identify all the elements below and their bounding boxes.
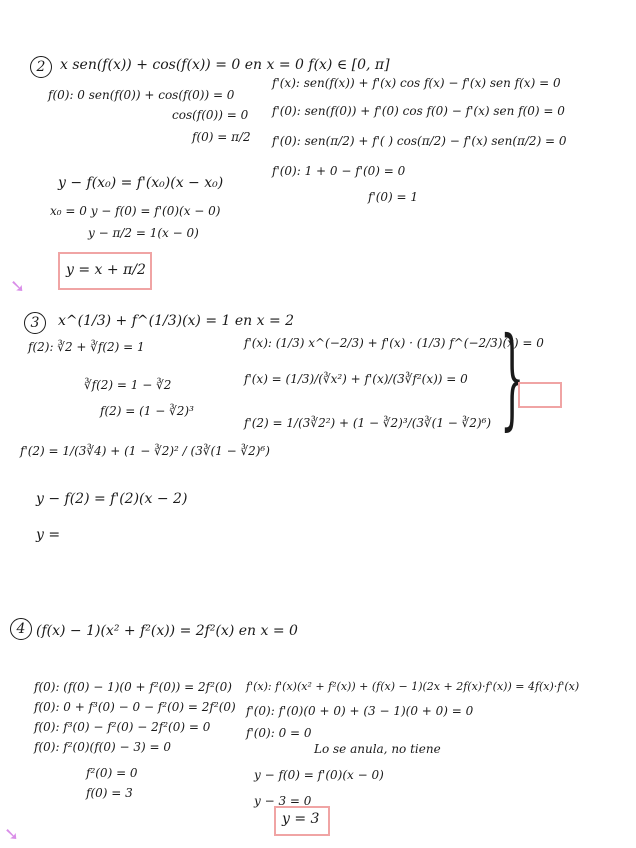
problem-2-right-line-3: f'(0): sen(π/2) + f'( ) cos(π/2) − f'(x) sen(π/2) = 0: [272, 134, 567, 148]
problem-4-left-line-2: f(0): 0 + f³(0) − 0 − f²(0) = 2f²(0): [34, 700, 236, 714]
problem-3-right-line-1: f'(x): (1/3) x^(−2/3) + f'(x) · (1/3) f^(−2/3)(x) = 0: [244, 336, 544, 350]
problem-2-tangent-line-2: x₀ = 0 y − f(0) = f'(0)(x − 0): [50, 204, 221, 218]
problem-2-number: 2: [30, 56, 52, 78]
problem-2-left-line-1: f(0): 0 sen(f(0)) + cos(f(0)) = 0: [48, 88, 235, 102]
problem-4-left-line-6: f(0) = 3: [86, 786, 133, 800]
problem-3-statement: x^(1/3) + f^(1/3)(x) = 1 en x = 2: [58, 313, 295, 329]
problem-4-answer: y = 3: [282, 811, 320, 827]
problem-4-left-line-4: f(0): f²(0)(f(0) − 3) = 0: [34, 740, 171, 754]
problem-2-tangent-line-1: y − f(x₀) = f'(x₀)(x − x₀): [58, 175, 224, 191]
problem-3-left-line-4: f'(2) = 1/(3∛4) + (1 − ∛2)² / (3∛(1 − ∛2)⁶): [20, 444, 270, 458]
problem-2-left-line-2: cos(f(0)) = 0: [172, 108, 249, 122]
problem-2-right-line-1: f'(x): sen(f(x)) + f'(x) cos f(x) − f'(x) sen f(x) = 0: [272, 76, 561, 90]
problem-3-left-line-3: f(2) = (1 − ∛2)³: [100, 404, 194, 418]
problem-2-left-line-3: f(0) = π/2: [192, 130, 251, 144]
problem-4-statement: (f(x) − 1)(x² + f²(x)) = 2f²(x) en x = 0: [36, 623, 298, 639]
pointer-arrow-icon-bottom: ➘: [4, 824, 20, 845]
pointer-arrow-icon: ➘: [10, 276, 26, 297]
problem-3-right-line-3: f'(2) = 1/(3∛2²) + (1 − ∛2)³/(3∛(1 − ∛2)⁶): [244, 416, 492, 430]
problem-3-left-line-2: ∛f(2) = 1 − ∛2: [84, 378, 172, 392]
problem-4-right-line-2: f'(0): f'(0)(0 + 0) + (3 − 1)(0 + 0) = 0: [246, 704, 474, 718]
problem-3-right-line-2: f'(x) = (1/3)/(∛x²) + f'(x)/(3∛f²(x)) = 0: [244, 372, 468, 386]
problem-2-tangent-line-3: y − π/2 = 1(x − 0): [88, 226, 199, 240]
right-brace-icon: }: [500, 313, 525, 441]
problem-4-left-line-1: f(0): (f(0) − 1)(0 + f²(0)) = 2f²(0): [34, 680, 232, 694]
problem-2-right-line-2: f'(0): sen(f(0)) + f'(0) cos f(0) − f'(x) sen f(0) = 0: [272, 104, 565, 118]
problem-2-right-line-5: f'(0) = 1: [368, 190, 419, 204]
problem-4-right-line-4: Lo se anula, no tiene: [314, 742, 441, 756]
problem-4-left-line-5: f²(0) = 0: [86, 766, 138, 780]
problem-4-number: 4: [10, 618, 32, 640]
problem-3-answer-box: [518, 382, 562, 408]
problem-4-left-line-3: f(0): f³(0) − f²(0) − 2f²(0) = 0: [34, 720, 211, 734]
problem-3-left-line-1: f(2): ∛2 + ∛f(2) = 1: [28, 340, 145, 354]
problem-2-right-line-4: f'(0): 1 + 0 − f'(0) = 0: [272, 164, 406, 178]
problem-2-statement: x sen(f(x)) + cos(f(x)) = 0 en x = 0 f(x) ∈ [0, π]: [60, 57, 390, 73]
problem-3-left-line-6: y =: [36, 527, 61, 543]
problem-2-answer: y = x + π/2: [66, 262, 146, 278]
problem-4-right-line-1: f'(x): f'(x)(x² + f²(x)) + (f(x) − 1)(2x + 2f(x)·f'(x)) = 4f(x)·f'(x): [246, 680, 580, 693]
problem-3-left-line-5: y − f(2) = f'(2)(x − 2): [36, 491, 188, 507]
problem-3-number: 3: [24, 312, 46, 334]
problem-4-right-line-3: f'(0): 0 = 0: [246, 726, 312, 740]
problem-4-right-line-6: y − 3 = 0: [254, 794, 312, 808]
problem-4-right-line-5: y − f(0) = f'(0)(x − 0): [254, 768, 384, 782]
